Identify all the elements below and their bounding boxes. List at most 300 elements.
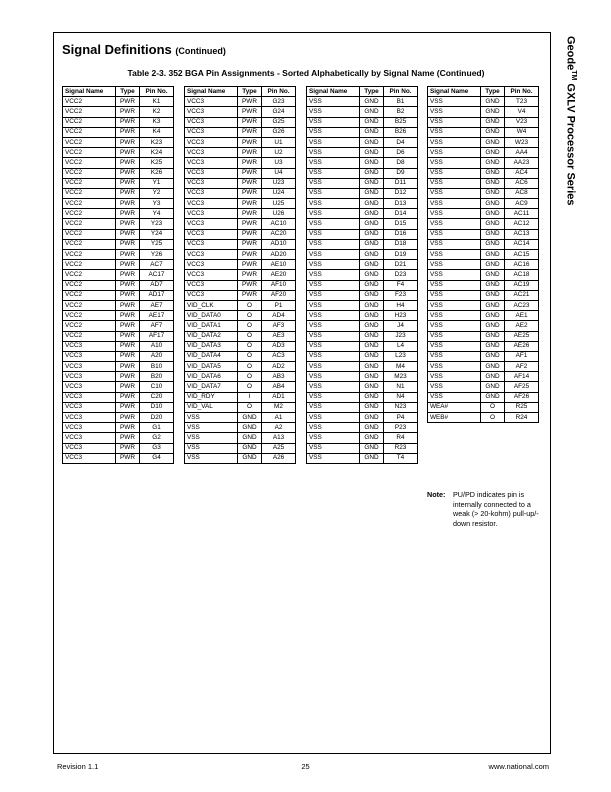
table-row: [307, 413, 418, 423]
signal-name-cell: VSS: [307, 148, 360, 158]
signal-name-cell: VSS: [307, 188, 360, 198]
pin-no-cell: C20: [140, 392, 174, 402]
pin-no-cell: K1: [140, 97, 174, 107]
pin-no-cell: G26: [262, 127, 296, 137]
type-cell: PWR: [116, 229, 140, 239]
header-pin-no: Pin No.: [262, 87, 296, 97]
pin-no-cell: AC15: [505, 250, 539, 260]
signal-name-cell: VSS: [428, 351, 481, 361]
table-row: [63, 341, 174, 351]
pin-no-cell: J4: [384, 321, 418, 331]
table-row: [185, 433, 296, 443]
signal-name-cell: VCC3: [63, 341, 116, 351]
header-type: Type: [360, 87, 384, 97]
signal-name-cell: VCC3: [63, 453, 116, 463]
table-row: [307, 199, 418, 209]
pin-no-cell: AD17: [140, 290, 174, 300]
header-type: Type: [238, 87, 262, 97]
table-row: [307, 423, 418, 433]
pin-no-cell: K24: [140, 148, 174, 158]
table-row: [185, 311, 296, 321]
pin-no-cell: Y23: [140, 219, 174, 229]
pin-no-cell: D21: [384, 260, 418, 270]
signal-name-cell: VSS: [307, 158, 360, 168]
type-cell: O: [481, 413, 505, 423]
table-row: [185, 229, 296, 239]
pin-no-cell: AE10: [262, 260, 296, 270]
type-cell: PWR: [116, 117, 140, 127]
pin-no-cell: Y25: [140, 239, 174, 249]
pin-no-cell: AC18: [505, 270, 539, 280]
table-header-row: [307, 87, 418, 97]
signal-name-cell: VSS: [185, 413, 238, 423]
table-caption: Table 2-3. 352 BGA Pin Assignments - Sorted Alphabetically by Signal Name (Continued): [127, 68, 485, 78]
pin-no-cell: U3: [262, 158, 296, 168]
table-row: [185, 219, 296, 229]
table-row: [185, 443, 296, 453]
table-row: [428, 402, 539, 412]
type-cell: PWR: [116, 188, 140, 198]
signal-name-cell: VCC2: [63, 97, 116, 107]
section-title-text: Signal Definitions: [62, 42, 172, 57]
table-row: [307, 372, 418, 382]
pin-no-cell: U26: [262, 209, 296, 219]
signal-name-cell: VSS: [428, 260, 481, 270]
pin-no-cell: AD10: [262, 239, 296, 249]
type-cell: PWR: [238, 178, 262, 188]
table-row: [63, 260, 174, 270]
type-cell: GND: [481, 158, 505, 168]
signal-name-cell: VSS: [307, 250, 360, 260]
pin-no-cell: AC16: [505, 260, 539, 270]
type-cell: GND: [481, 127, 505, 137]
pin-no-cell: G23: [262, 97, 296, 107]
signal-name-cell: VCC3: [185, 137, 238, 147]
signal-name-cell: VSS: [307, 351, 360, 361]
type-cell: PWR: [238, 229, 262, 239]
signal-name-cell: VSS: [307, 413, 360, 423]
type-cell: GND: [360, 199, 384, 209]
table-row: [307, 382, 418, 392]
table-row: [185, 270, 296, 280]
note-text: PU/PD indicates pin is internally connected to a weak (> 20-kohm) pull-up/-down resistor.: [453, 490, 539, 528]
type-cell: GND: [238, 413, 262, 423]
signal-name-cell: VCC2: [63, 331, 116, 341]
table-row: [185, 148, 296, 158]
table-row: [428, 168, 539, 178]
type-cell: PWR: [116, 199, 140, 209]
type-cell: O: [238, 362, 262, 372]
pin-no-cell: H4: [384, 300, 418, 310]
pin-no-cell: AE7: [140, 300, 174, 310]
signal-name-cell: VSS: [428, 239, 481, 249]
pin-no-cell: N4: [384, 392, 418, 402]
footer-revision: Revision 1.1: [57, 762, 99, 771]
signal-name-cell: VCC3: [185, 239, 238, 249]
table-row: [185, 392, 296, 402]
table-row: [428, 239, 539, 249]
type-cell: GND: [360, 168, 384, 178]
type-cell: PWR: [116, 250, 140, 260]
type-cell: GND: [360, 321, 384, 331]
table-row: [428, 117, 539, 127]
pin-no-cell: A20: [140, 351, 174, 361]
type-cell: GND: [360, 188, 384, 198]
pin-no-cell: B1: [384, 97, 418, 107]
type-cell: GND: [360, 219, 384, 229]
table-row: [185, 321, 296, 331]
table-row: [63, 199, 174, 209]
type-cell: PWR: [116, 219, 140, 229]
table-row: [428, 341, 539, 351]
signal-name-cell: VSS: [428, 168, 481, 178]
type-cell: GND: [481, 290, 505, 300]
signal-name-cell: VSS: [307, 331, 360, 341]
table-row: [185, 351, 296, 361]
type-cell: GND: [481, 117, 505, 127]
pin-no-cell: D12: [384, 188, 418, 198]
header-signal-name: Signal Name: [307, 87, 360, 97]
type-cell: O: [238, 331, 262, 341]
signal-name-cell: VCC3: [185, 168, 238, 178]
type-cell: PWR: [238, 168, 262, 178]
signal-name-cell: VCC3: [185, 260, 238, 270]
table-row: [307, 280, 418, 290]
pin-no-cell: AD4: [262, 311, 296, 321]
signal-name-cell: VID_DATA5: [185, 362, 238, 372]
table-row: [185, 413, 296, 423]
type-cell: GND: [360, 311, 384, 321]
signal-name-cell: VSS: [428, 188, 481, 198]
table-row: [428, 321, 539, 331]
table-row: [63, 178, 174, 188]
type-cell: GND: [481, 331, 505, 341]
table-row: [428, 148, 539, 158]
type-cell: GND: [360, 372, 384, 382]
table-row: [307, 229, 418, 239]
table-row: [185, 97, 296, 107]
table-row: [428, 178, 539, 188]
table-row: [185, 209, 296, 219]
pin-no-cell: A13: [262, 433, 296, 443]
type-cell: O: [238, 372, 262, 382]
pin-no-cell: B10: [140, 362, 174, 372]
pin-no-cell: K25: [140, 158, 174, 168]
signal-name-cell: VSS: [307, 433, 360, 443]
signal-name-cell: VCC2: [63, 260, 116, 270]
table-row: [63, 168, 174, 178]
pin-no-cell: K4: [140, 127, 174, 137]
type-cell: PWR: [116, 341, 140, 351]
table-row: [185, 362, 296, 372]
pin-no-cell: K23: [140, 137, 174, 147]
table-row: [63, 148, 174, 158]
table-row: [63, 229, 174, 239]
type-cell: GND: [481, 250, 505, 260]
pin-no-cell: AC19: [505, 280, 539, 290]
type-cell: GND: [360, 280, 384, 290]
table-row: [307, 158, 418, 168]
type-cell: GND: [360, 423, 384, 433]
signal-name-cell: VSS: [428, 270, 481, 280]
table-row: [428, 270, 539, 280]
signal-name-cell: VCC3: [63, 392, 116, 402]
type-cell: O: [238, 300, 262, 310]
signal-name-cell: VSS: [307, 117, 360, 127]
type-cell: GND: [360, 300, 384, 310]
type-cell: O: [238, 321, 262, 331]
signal-name-cell: VSS: [428, 178, 481, 188]
pin-no-cell: AE1: [505, 311, 539, 321]
type-cell: PWR: [238, 127, 262, 137]
note-label: Note:: [427, 490, 446, 499]
type-cell: PWR: [238, 219, 262, 229]
table-row: [307, 443, 418, 453]
pin-no-cell: AC9: [505, 199, 539, 209]
pin-no-cell: AE17: [140, 311, 174, 321]
signal-name-cell: VCC2: [63, 107, 116, 117]
pin-no-cell: AE2: [505, 321, 539, 331]
table-row: [428, 351, 539, 361]
signal-name-cell: VCC3: [63, 351, 116, 361]
type-cell: GND: [360, 250, 384, 260]
table-row: [185, 107, 296, 117]
signal-name-cell: VID_DATA0: [185, 311, 238, 321]
signal-name-cell: VSS: [428, 229, 481, 239]
pin-no-cell: AC10: [262, 219, 296, 229]
table-row: [63, 127, 174, 137]
signal-name-cell: VCC2: [63, 148, 116, 158]
type-cell: PWR: [116, 300, 140, 310]
type-cell: PWR: [238, 148, 262, 158]
signal-name-cell: VCC3: [63, 433, 116, 443]
table-row: [307, 137, 418, 147]
signal-name-cell: VCC3: [185, 199, 238, 209]
signal-name-cell: VSS: [307, 168, 360, 178]
pin-no-cell: U1: [262, 137, 296, 147]
signal-name-cell: VSS: [307, 443, 360, 453]
signal-name-cell: VCC3: [185, 127, 238, 137]
type-cell: O: [238, 341, 262, 351]
pin-no-cell: T23: [505, 97, 539, 107]
signal-name-cell: VSS: [185, 453, 238, 463]
table-note: [427, 490, 547, 528]
signal-name-cell: VSS: [307, 280, 360, 290]
signal-name-cell: VCC3: [185, 219, 238, 229]
signal-name-cell: VCC2: [63, 209, 116, 219]
signal-name-cell: VSS: [428, 127, 481, 137]
pin-no-cell: AC13: [505, 229, 539, 239]
type-cell: PWR: [116, 311, 140, 321]
signal-name-cell: VSS: [428, 137, 481, 147]
table-row: [63, 372, 174, 382]
type-cell: PWR: [238, 239, 262, 249]
pin-no-cell: D20: [140, 413, 174, 423]
pin-no-cell: M2: [262, 402, 296, 412]
section-title: [62, 42, 226, 57]
table-row: [185, 382, 296, 392]
pin-no-cell: AD20: [262, 250, 296, 260]
pin-no-cell: AC21: [505, 290, 539, 300]
table-row: [428, 137, 539, 147]
pin-no-cell: M23: [384, 372, 418, 382]
pin-no-cell: W23: [505, 137, 539, 147]
type-cell: GND: [238, 443, 262, 453]
signal-name-cell: VSS: [307, 402, 360, 412]
pin-no-cell: AF7: [140, 321, 174, 331]
type-cell: GND: [360, 127, 384, 137]
type-cell: PWR: [116, 331, 140, 341]
signal-name-cell: VSS: [428, 300, 481, 310]
pin-no-cell: AA23: [505, 158, 539, 168]
pin-no-cell: L4: [384, 341, 418, 351]
pin-no-cell: AC4: [505, 168, 539, 178]
type-cell: I: [238, 392, 262, 402]
type-cell: PWR: [116, 423, 140, 433]
signal-name-cell: VSS: [428, 97, 481, 107]
signal-name-cell: VSS: [307, 107, 360, 117]
table-row: [63, 280, 174, 290]
pin-no-cell: U25: [262, 199, 296, 209]
table-row: [63, 331, 174, 341]
table-row: [185, 260, 296, 270]
pin-no-cell: D23: [384, 270, 418, 280]
type-cell: PWR: [116, 290, 140, 300]
signal-name-cell: VID_DATA2: [185, 331, 238, 341]
pin-no-cell: R25: [505, 402, 539, 412]
type-cell: GND: [481, 209, 505, 219]
type-cell: GND: [360, 362, 384, 372]
pin-no-cell: G2: [140, 433, 174, 443]
type-cell: GND: [481, 362, 505, 372]
table-row: [307, 168, 418, 178]
signal-name-cell: VCC3: [185, 229, 238, 239]
type-cell: PWR: [238, 199, 262, 209]
type-cell: GND: [360, 453, 384, 463]
sidebar-product-label: [559, 36, 577, 286]
type-cell: O: [481, 402, 505, 412]
type-cell: GND: [360, 351, 384, 361]
type-cell: PWR: [238, 250, 262, 260]
type-cell: GND: [481, 311, 505, 321]
table-row: [428, 97, 539, 107]
signal-name-cell: VCC2: [63, 199, 116, 209]
signal-name-cell: VCC2: [63, 137, 116, 147]
pin-no-cell: AD2: [262, 362, 296, 372]
type-cell: O: [238, 402, 262, 412]
type-cell: GND: [360, 433, 384, 443]
type-cell: PWR: [116, 413, 140, 423]
pin-no-cell: K26: [140, 168, 174, 178]
type-cell: GND: [238, 453, 262, 463]
type-cell: PWR: [116, 280, 140, 290]
pin-no-cell: AD7: [140, 280, 174, 290]
trademark-mark: TM: [570, 70, 577, 81]
signal-name-cell: VSS: [185, 443, 238, 453]
pin-no-cell: AF17: [140, 331, 174, 341]
table-row: [428, 280, 539, 290]
type-cell: GND: [481, 107, 505, 117]
table-row: [307, 331, 418, 341]
table-row: [63, 402, 174, 412]
table-row: [185, 199, 296, 209]
table-row: [63, 97, 174, 107]
pin-no-cell: J23: [384, 331, 418, 341]
table-row: [307, 209, 418, 219]
table-row: [428, 107, 539, 117]
pin-no-cell: AF20: [262, 290, 296, 300]
type-cell: PWR: [116, 351, 140, 361]
pin-no-cell: D4: [384, 137, 418, 147]
signal-name-cell: VCC3: [185, 158, 238, 168]
pin-no-cell: A25: [262, 443, 296, 453]
pin-no-cell: AC3: [262, 351, 296, 361]
table-row: [307, 290, 418, 300]
pin-no-cell: R4: [384, 433, 418, 443]
signal-name-cell: VSS: [185, 423, 238, 433]
type-cell: GND: [360, 443, 384, 453]
pin-table-column-4: [427, 86, 539, 423]
table-row: [428, 372, 539, 382]
signal-name-cell: VSS: [428, 362, 481, 372]
table-row: [63, 219, 174, 229]
table-row: [63, 311, 174, 321]
type-cell: GND: [481, 97, 505, 107]
product-name: GXLV Processor Series: [564, 83, 577, 206]
type-cell: GND: [360, 117, 384, 127]
signal-name-cell: VCC3: [185, 250, 238, 260]
signal-name-cell: VCC3: [63, 423, 116, 433]
type-cell: PWR: [116, 453, 140, 463]
signal-name-cell: VCC2: [63, 219, 116, 229]
table-row: [185, 137, 296, 147]
pin-no-cell: AF3: [262, 321, 296, 331]
signal-name-cell: VCC3: [185, 209, 238, 219]
signal-name-cell: VSS: [307, 127, 360, 137]
table-row: [63, 300, 174, 310]
table-row: [428, 127, 539, 137]
signal-name-cell: VCC2: [63, 280, 116, 290]
signal-name-cell: VCC3: [185, 280, 238, 290]
type-cell: PWR: [116, 260, 140, 270]
signal-name-cell: VSS: [307, 178, 360, 188]
pin-table-column-3: [306, 86, 418, 464]
signal-name-cell: VID_DATA4: [185, 351, 238, 361]
pin-no-cell: Y24: [140, 229, 174, 239]
table-row: [63, 188, 174, 198]
pin-no-cell: C10: [140, 382, 174, 392]
pin-no-cell: D14: [384, 209, 418, 219]
signal-name-cell: VID_VAL: [185, 402, 238, 412]
pin-no-cell: G3: [140, 443, 174, 453]
type-cell: PWR: [116, 402, 140, 412]
type-cell: PWR: [116, 209, 140, 219]
signal-name-cell: VSS: [428, 311, 481, 321]
table-row: [307, 300, 418, 310]
signal-name-cell: VSS: [428, 341, 481, 351]
pin-no-cell: A1: [262, 413, 296, 423]
table-row: [185, 453, 296, 463]
table-row: [428, 382, 539, 392]
type-cell: PWR: [238, 209, 262, 219]
type-cell: GND: [360, 239, 384, 249]
pin-no-cell: P23: [384, 423, 418, 433]
pin-no-cell: Y26: [140, 250, 174, 260]
type-cell: GND: [360, 209, 384, 219]
type-cell: PWR: [116, 158, 140, 168]
type-cell: GND: [360, 178, 384, 188]
type-cell: GND: [481, 341, 505, 351]
